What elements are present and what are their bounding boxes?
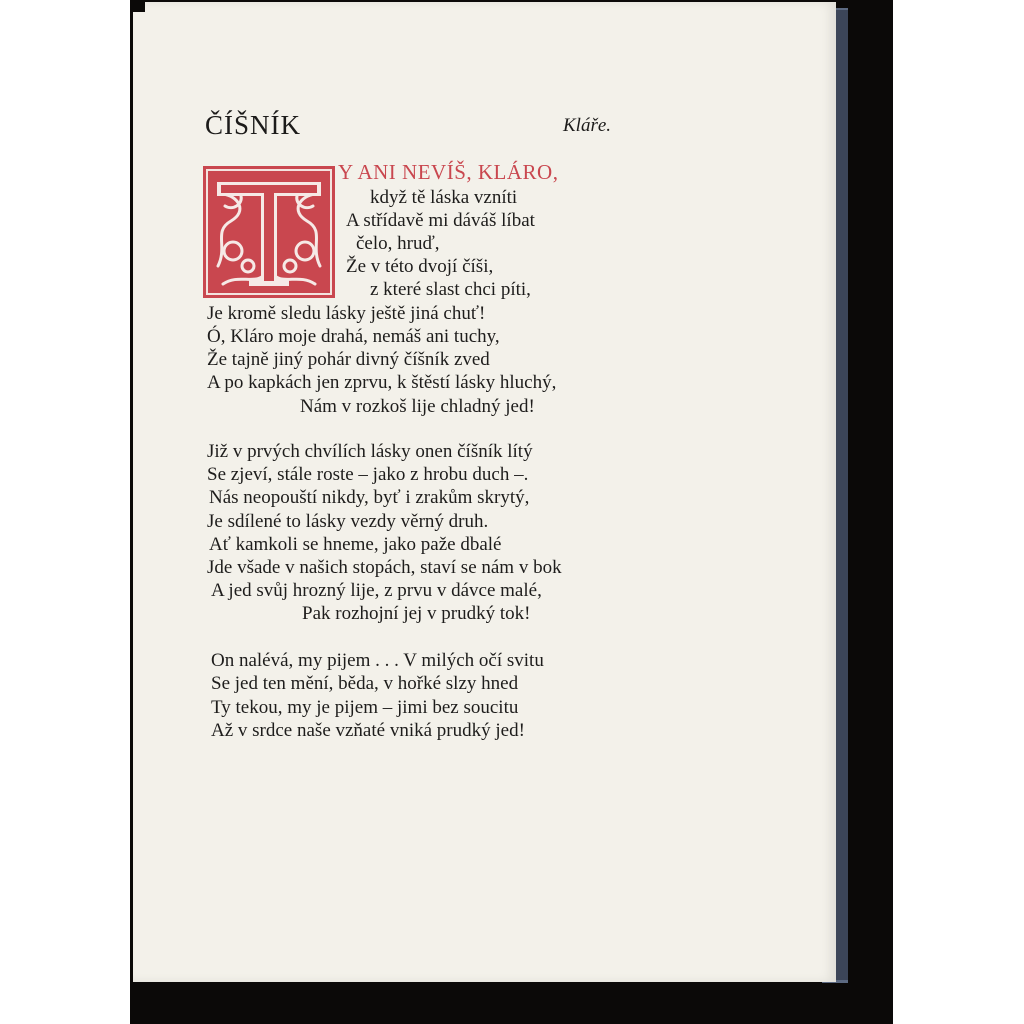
stanza1-line: Ó, Kláro moje drahá, nemáš ani tuchy, <box>207 326 500 347</box>
stanza3-line: Se jed ten mění, běda, v hořké slzy hned <box>211 673 519 694</box>
stanza2-line: Ať kamkoli se hneme, jako paže dbalé <box>209 534 502 555</box>
stanza2-line: Je sdílené to lásky vezdy věrný druh. <box>207 511 489 532</box>
stanza2-line: Již v prvých chvílích lásky onen číšník lítý <box>207 441 533 462</box>
stanza2-line: Jde všade v našich stopách, staví se nám v bok <box>207 557 562 578</box>
stanza2-line: Pak rozhojní jej v prudký tok! <box>302 603 531 624</box>
stanza1-line: čelo, hruď, <box>356 233 440 254</box>
drop-cap-initial <box>203 166 335 298</box>
stanza1-line: když tě láska vzníti <box>370 187 518 208</box>
stanza2-line: Nás neopouští nikdy, byť i zrakům skrytý, <box>209 487 530 508</box>
stanza1-line: Je kromě sledu lásky ještě jiná chuť! <box>207 303 486 324</box>
poem-title: ČÍŠNÍK <box>205 110 302 140</box>
ornament-drop-cap-icon <box>203 166 335 298</box>
scan-corner <box>133 0 145 12</box>
stanza2-line: A jed svůj hrozný lije, z prvu v dávce malé, <box>211 580 542 601</box>
page-edge-shadow <box>836 10 848 980</box>
poem-first-line: Y ANI NEVÍŠ, KLÁRO, <box>338 160 559 184</box>
stanza1-line: Že tajně jiný pohár divný číšník zved <box>207 349 490 370</box>
stanza1-line: Nám v rozkoš lije chladný jed! <box>300 396 535 417</box>
stanza1-line: Že v této dvojí číši, <box>346 256 494 277</box>
dedication: Kláře. <box>563 115 612 136</box>
stanza3-line: Ty tekou, my je pijem – jimi bez soucitu <box>211 697 519 718</box>
stanza3-line: On nalévá, my pijem . . . V milých očí svitu <box>211 650 544 671</box>
stanza1-line: A střídavě mi dáváš líbat <box>346 210 535 231</box>
stanza2-line: Se zjeví, stále roste – jako z hrobu duch –. <box>207 464 529 485</box>
stanza3-line: Až v srdce naše vzňaté vniká prudký jed! <box>211 720 525 741</box>
stanza1-line: A po kapkách jen zprvu, k štěstí lásky hluchý, <box>207 372 557 393</box>
stanza1-line: z které slast chci píti, <box>370 279 531 300</box>
